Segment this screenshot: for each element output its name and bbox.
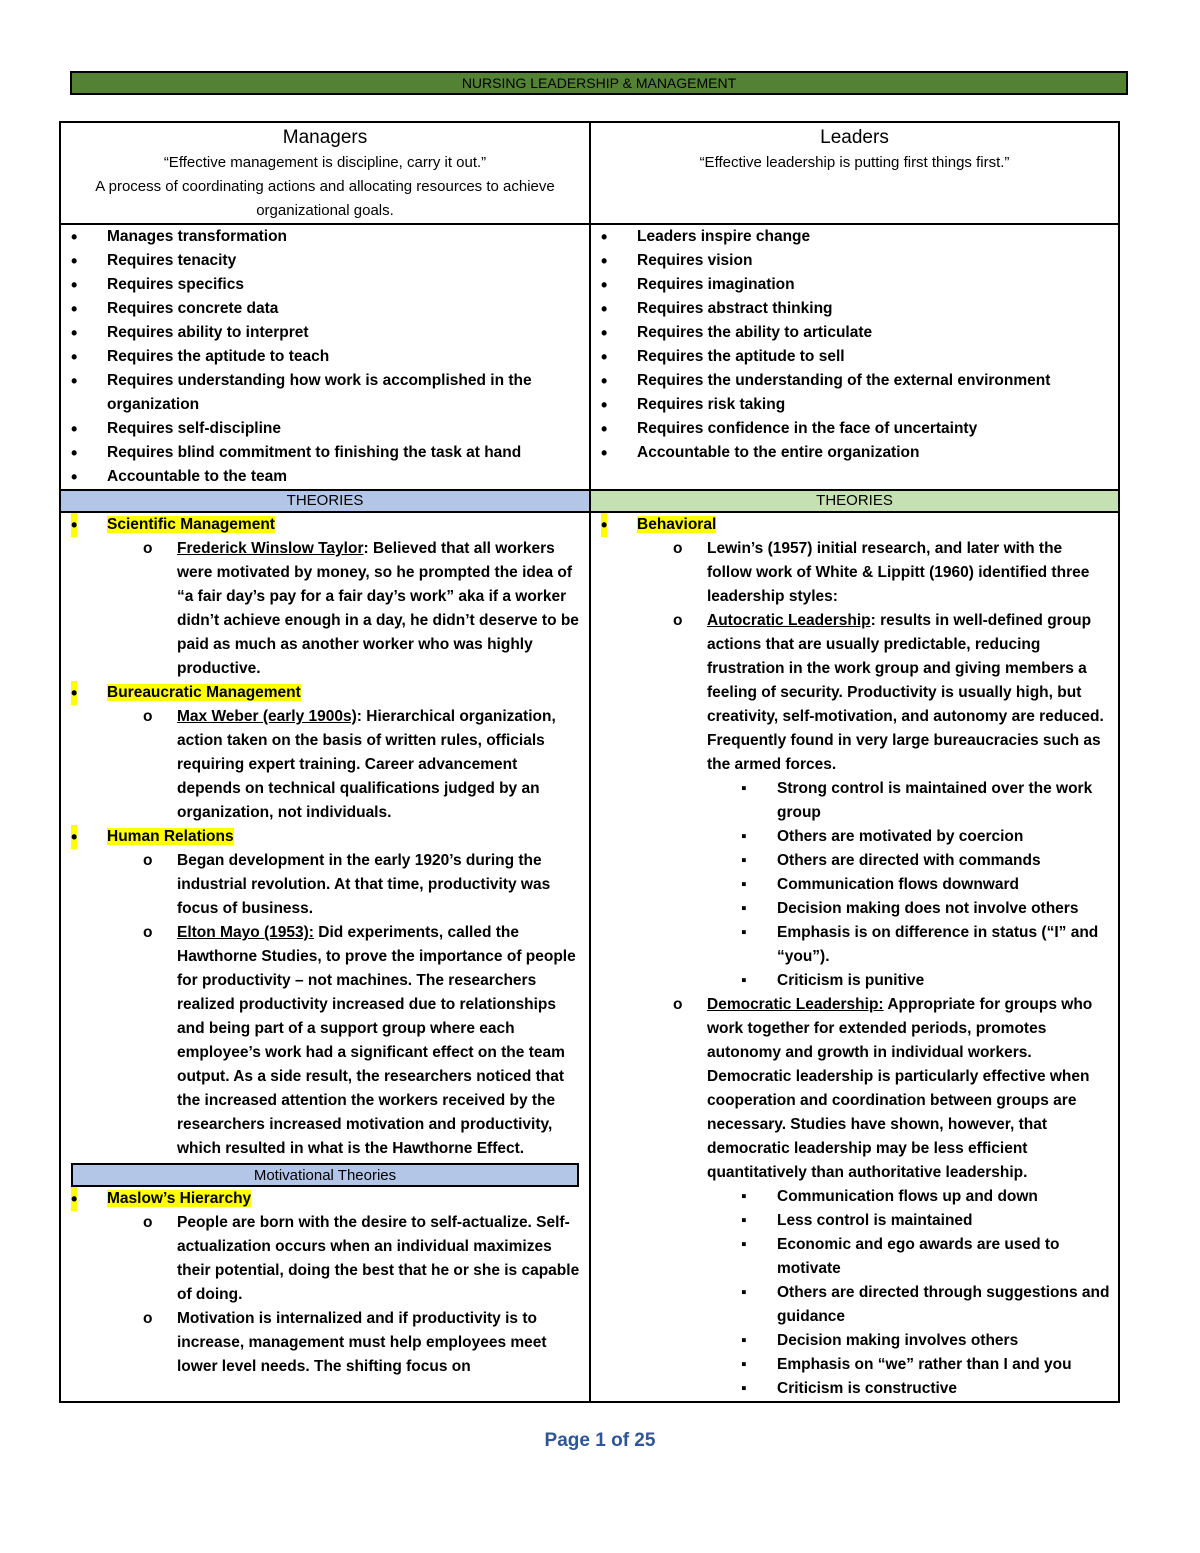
square-bullet-icon: ▪	[741, 1284, 747, 1301]
autocratic-point-text: Decision making does not involve others	[777, 900, 1079, 917]
motivational-theories-header: Motivational Theories	[71, 1163, 579, 1187]
autocratic-point	[591, 969, 1118, 993]
circle-bullet-icon: o	[143, 852, 153, 869]
list-item: • Requires the aptitude to sell	[591, 345, 1118, 369]
leadership-theories-cell	[590, 512, 1119, 1402]
autocratic-name: Autocratic Leadership	[707, 612, 871, 629]
mayo-text: Did experiments, called the Hawthorne Studies, to prove the importance of people for productivity – not machines. The researchers realized productivity increased due to relationships and being part of a support group where each employee’s work had a significant effect on the team output. As a side result, the researchers noticed that the increased attention the workers received by the researchers increased motivation and productivity, which resulted in what is the Hawthorne Effect.	[177, 924, 576, 1157]
leaders-title: Leaders	[820, 127, 889, 148]
human-relations-text: Began development in the early 1920’s during the industrial revolution. At that time, productivity was focus of business.	[177, 852, 551, 917]
list-item: • Requires self-discipline	[61, 417, 589, 441]
democratic-point	[591, 1329, 1118, 1353]
list-item: • Requires the aptitude to teach	[61, 345, 589, 369]
democratic-item	[591, 993, 1118, 1185]
page-number: Page 1 of 25	[544, 1430, 656, 1451]
democratic-point	[591, 1281, 1118, 1329]
autocratic-point	[591, 849, 1118, 873]
list-item: • Requires confidence in the face of uncertainty	[591, 417, 1118, 441]
managers-header-cell	[60, 122, 590, 224]
list-item: • Requires blind commitment to finishing the task at hand	[61, 441, 589, 465]
democratic-point-text: Economic and ego awards are used to motivate	[777, 1236, 1060, 1277]
list-item: • Requires risk taking	[591, 393, 1118, 417]
circle-bullet-icon: o	[143, 540, 153, 557]
square-bullet-icon: ▪	[741, 1188, 747, 1205]
list-item: • Requires specifics	[61, 273, 589, 297]
autocratic-point	[591, 777, 1118, 825]
autocratic-point	[591, 873, 1118, 897]
lewin-item	[591, 537, 1118, 609]
human-relations-title: Human Relations	[107, 828, 234, 845]
traits-row	[60, 224, 1119, 490]
democratic-point	[591, 1353, 1118, 1377]
democratic-point-text: Communication flows up and down	[777, 1188, 1038, 1205]
autocratic-point	[591, 897, 1118, 921]
comparison-table	[59, 121, 1120, 1403]
square-bullet-icon: ▪	[741, 1236, 747, 1253]
list-item: • Requires imagination	[591, 273, 1118, 297]
square-bullet-icon: ▪	[741, 852, 747, 869]
autocratic-text: : results in well-defined group actions that are usually predictable, reducing frustration in the work group and giving members a feeling of security. Productivity is usually high, but creativity, self-motivation, and autonomy are reduced. Frequently found in very large bureaucracies such as the armed forces.	[707, 612, 1104, 773]
bullet-icon: •	[601, 515, 608, 535]
democratic-point-text: Less control is maintained	[777, 1212, 973, 1229]
weber-text: : Hierarchical organization, action taken on the basis of written rules, officials requiring expert training. Career advancement depends on technical qualifications judged by an organization, not individuals.	[177, 708, 556, 821]
leaders-header-cell	[590, 122, 1119, 224]
list-item: • Requires the understanding of the external environment	[591, 369, 1118, 393]
circle-bullet-icon: o	[143, 1310, 153, 1327]
square-bullet-icon: ▪	[741, 1212, 747, 1229]
taylor-text: : Believed that all workers were motivated by money, so he prompted the idea of “a fair day’s pay for a fair day’s work” aka if a worker didn’t achieve enough in a day, he didn’t deserve to be paid as much as another worker who was highly productive.	[177, 540, 579, 677]
weber-name: Max Weber (early 1900s)	[177, 708, 357, 725]
managers-definition: A process of coordinating actions and allocating resources to achieve organizational goals.	[95, 178, 555, 219]
mayo-name: Elton Mayo (1953):	[177, 924, 314, 941]
circle-bullet-icon: o	[143, 924, 153, 941]
circle-bullet-icon: o	[673, 996, 683, 1013]
autocratic-point	[591, 921, 1118, 969]
autocratic-point-text: Criticism is punitive	[777, 972, 925, 989]
maslow-item	[61, 1187, 589, 1211]
list-item: • Manages transformation	[61, 225, 589, 249]
circle-bullet-icon: o	[673, 540, 683, 557]
bullet-icon: •	[71, 827, 78, 847]
democratic-point	[591, 1209, 1118, 1233]
list-item: • Requires understanding how work is accomplished in the organization	[61, 369, 589, 417]
document-banner: NURSING LEADERSHIP & MANAGEMENT	[70, 71, 1128, 95]
democratic-point	[591, 1377, 1118, 1401]
list-item: • Requires ability to interpret	[61, 321, 589, 345]
leaders-traits-list	[591, 225, 1118, 465]
managers-title: Managers	[282, 127, 368, 148]
bullet-icon: •	[71, 515, 78, 535]
scientific-management-title: Scientific Management	[107, 516, 275, 533]
bureaucratic-management-item	[61, 681, 589, 705]
list-item: • Requires abstract thinking	[591, 297, 1118, 321]
managers-quote: “Effective management is discipline, carry it out.”	[163, 154, 487, 171]
autocratic-point-text: Emphasis is on difference in status (“I” and “you”).	[777, 924, 1099, 965]
square-bullet-icon: ▪	[741, 900, 747, 917]
theories-header-left: THEORIES	[60, 490, 590, 512]
list-item: • Leaders inspire change	[591, 225, 1118, 249]
weber-item	[61, 705, 589, 825]
democratic-point-text: Decision making involves others	[777, 1332, 1019, 1349]
circle-bullet-icon: o	[673, 612, 683, 629]
taylor-name: Frederick Winslow Taylor	[177, 540, 364, 557]
managers-traits-cell	[60, 224, 590, 490]
leaders-traits-cell	[590, 224, 1119, 490]
list-item: • Requires concrete data	[61, 297, 589, 321]
square-bullet-icon: ▪	[741, 972, 747, 989]
square-bullet-icon: ▪	[741, 828, 747, 845]
management-theories-cell	[60, 512, 590, 1402]
maslow-point	[61, 1211, 589, 1307]
democratic-point	[591, 1185, 1118, 1209]
maslow-text: Motivation is internalized and if productivity is to increase, management must help employees meet lower level needs. The shifting focus on	[177, 1310, 547, 1375]
square-bullet-icon: ▪	[741, 1332, 747, 1349]
scientific-management-item	[61, 513, 589, 537]
democratic-point-text: Emphasis on “we” rather than I and you	[777, 1356, 1072, 1373]
autocratic-point	[591, 825, 1118, 849]
bureaucratic-management-title: Bureaucratic Management	[107, 684, 301, 701]
autocratic-point-text: Others are directed with commands	[777, 852, 1041, 869]
taylor-item	[61, 537, 589, 681]
autocratic-point-text: Communication flows downward	[777, 876, 1019, 893]
leaders-quote: “Effective leadership is putting first things first.”	[699, 154, 1010, 171]
list-item: • Requires vision	[591, 249, 1118, 273]
theories-header-row	[60, 490, 1119, 512]
square-bullet-icon: ▪	[741, 924, 747, 941]
democratic-point-text: Others are directed through suggestions and guidance	[777, 1284, 1110, 1325]
human-relations-point	[61, 849, 589, 921]
square-bullet-icon: ▪	[741, 876, 747, 893]
circle-bullet-icon: o	[143, 1214, 153, 1231]
democratic-point-text: Criticism is constructive	[777, 1380, 958, 1397]
list-item: • Requires tenacity	[61, 249, 589, 273]
managers-traits-list	[61, 225, 589, 489]
square-bullet-icon: ▪	[741, 1356, 747, 1373]
square-bullet-icon: ▪	[741, 1380, 747, 1397]
democratic-point	[591, 1233, 1118, 1281]
human-relations-item	[61, 825, 589, 849]
behavioral-title: Behavioral	[637, 516, 717, 533]
democratic-name: Democratic Leadership:	[707, 996, 884, 1013]
list-item: • Requires the ability to articulate	[591, 321, 1118, 345]
list-item: • Accountable to the entire organization	[591, 441, 1118, 465]
list-item: • Accountable to the team	[61, 465, 589, 489]
maslow-title: Maslow’s Hierarchy	[107, 1190, 252, 1207]
mayo-item	[61, 921, 589, 1161]
autocratic-item	[591, 609, 1118, 777]
circle-bullet-icon: o	[143, 708, 153, 725]
behavioral-item	[591, 513, 1118, 537]
theories-header-right: THEORIES	[590, 490, 1119, 512]
theories-row	[60, 512, 1119, 1402]
bullet-icon: •	[71, 1189, 78, 1209]
democratic-text: Appropriate for groups who work together for extended periods, promotes autonomy and growth in individual workers. Democratic leadership is particularly effective when cooperation and coordination between groups are necessary. Studies have shown, however, that democratic leadership may be less efficient quantitatively than authoritative leadership.	[707, 996, 1093, 1181]
maslow-text: People are born with the desire to self-actualize. Self-actualization occurs when an individual maximizes their potential, doing the best that he or she is capable of doing.	[177, 1214, 580, 1303]
bullet-icon: •	[71, 683, 78, 703]
square-bullet-icon: ▪	[741, 780, 747, 797]
maslow-point	[61, 1307, 589, 1379]
lewin-text: Lewin’s (1957) initial research, and later with the follow work of White & Lippitt (1960) identified three leadership styles:	[707, 540, 1090, 605]
autocratic-point-text: Strong control is maintained over the work group	[777, 780, 1093, 821]
header-row	[60, 122, 1119, 224]
autocratic-point-text: Others are motivated by coercion	[777, 828, 1024, 845]
